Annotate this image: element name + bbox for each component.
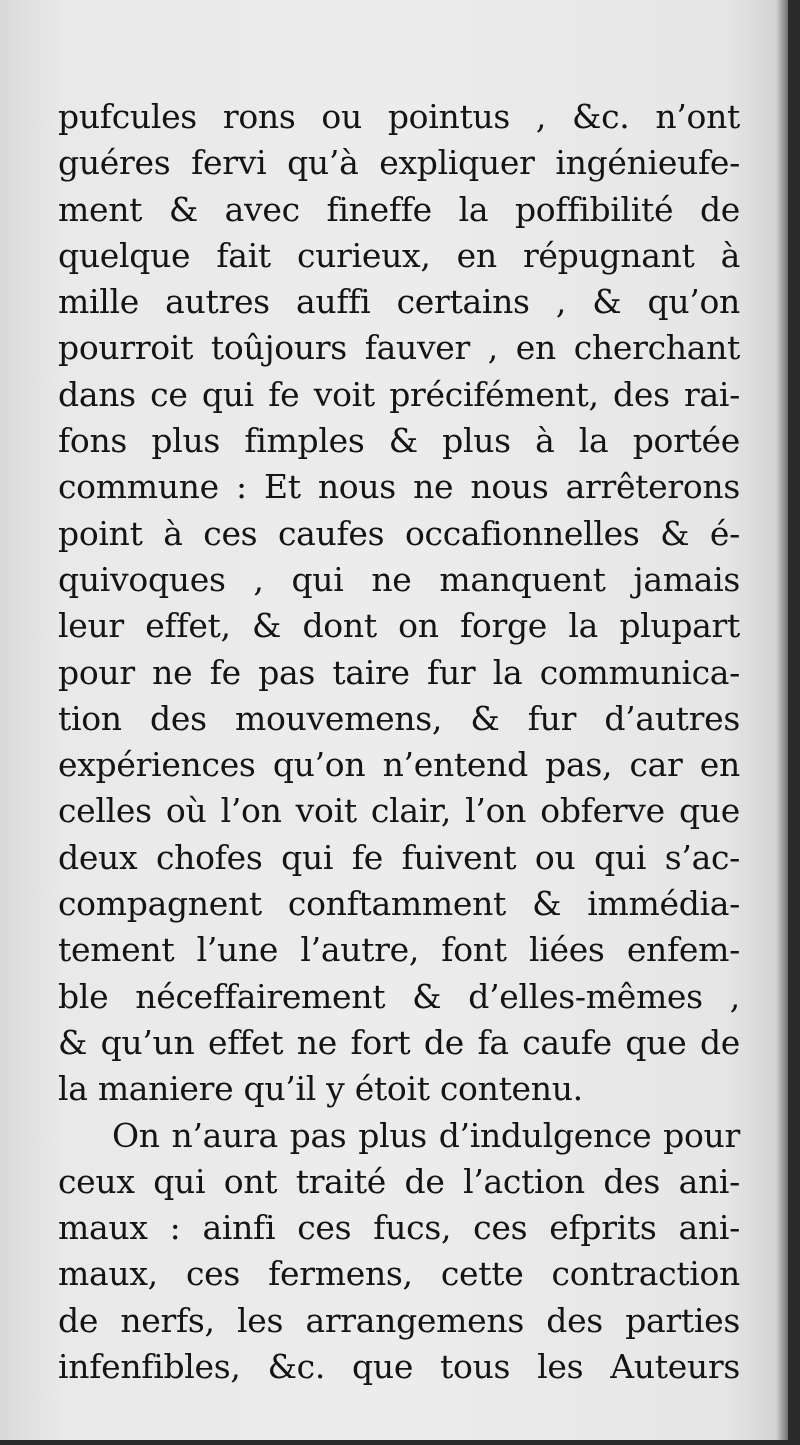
text-line: On n’aura pas plus d’indulgence pour [112, 1115, 740, 1155]
text-line: deux chofes qui fe fuivent ou qui s’ac- [58, 837, 740, 877]
text-line: tement l’une l’autre, font liées enfem- [58, 930, 740, 970]
text-line: pourroit toûjours fauver , en cherchant [58, 328, 740, 368]
text-line: infenfibles, &c. que tous les Auteurs [58, 1347, 740, 1387]
text-line: quivoques , qui ne manquent jamais [58, 559, 740, 599]
text-line: leur effet, & dont on forge la plupart [58, 606, 740, 646]
text-line: guéres fervi qu’à expliquer ingénieufe- [58, 143, 740, 183]
text-line: compagnent conftamment & immédia- [58, 884, 740, 924]
text-line: la maniere qu’il y étoit contenu. [58, 1069, 583, 1109]
text-line: pour ne fe pas taire fur la communica- [58, 652, 740, 692]
text-line: expériences qu’on n’entend pas, car en [58, 745, 740, 785]
text-line: de nerfs, les arrangemens des parties [58, 1300, 740, 1340]
text-line: quelque fait curieux, en répugnant à [58, 235, 740, 275]
text-line: point à ces caufes occafionnelles & é- [58, 513, 740, 553]
text-line: tion des mouvemens, & fur d’autres [58, 698, 740, 738]
page-text [58, 94, 740, 1390]
text-line: dans ce qui fe voit précifément, des rai- [58, 374, 740, 414]
text-line: mille autres auffi certains , & qu’on [58, 282, 740, 322]
text-line: celles où l’on voit clair, l’on obferve que [58, 791, 740, 831]
text-line: ble néceffairement & d’elles-mêmes , [58, 976, 740, 1016]
text-line: commune : Et nous ne nous arrêterons [58, 467, 740, 507]
paragraph-2 [58, 1113, 740, 1391]
text-line: ceux qui ont traité de l’action des ani- [58, 1161, 740, 1201]
text-line: ment & avec fineffe la poffibilité de [58, 189, 740, 229]
paragraph-1 [58, 94, 740, 1113]
text-line: pufcules rons ou pointus , &c. n’ont [58, 97, 740, 136]
text-line: maux, ces fermens, cette contraction [58, 1254, 740, 1294]
text-line: fons plus fimples & plus à la portée [58, 421, 740, 461]
text-line: & qu’un effet ne fort de fa caufe que de [58, 1022, 740, 1062]
text-line: maux : ainfi ces fucs, ces efprits ani- [58, 1208, 740, 1248]
